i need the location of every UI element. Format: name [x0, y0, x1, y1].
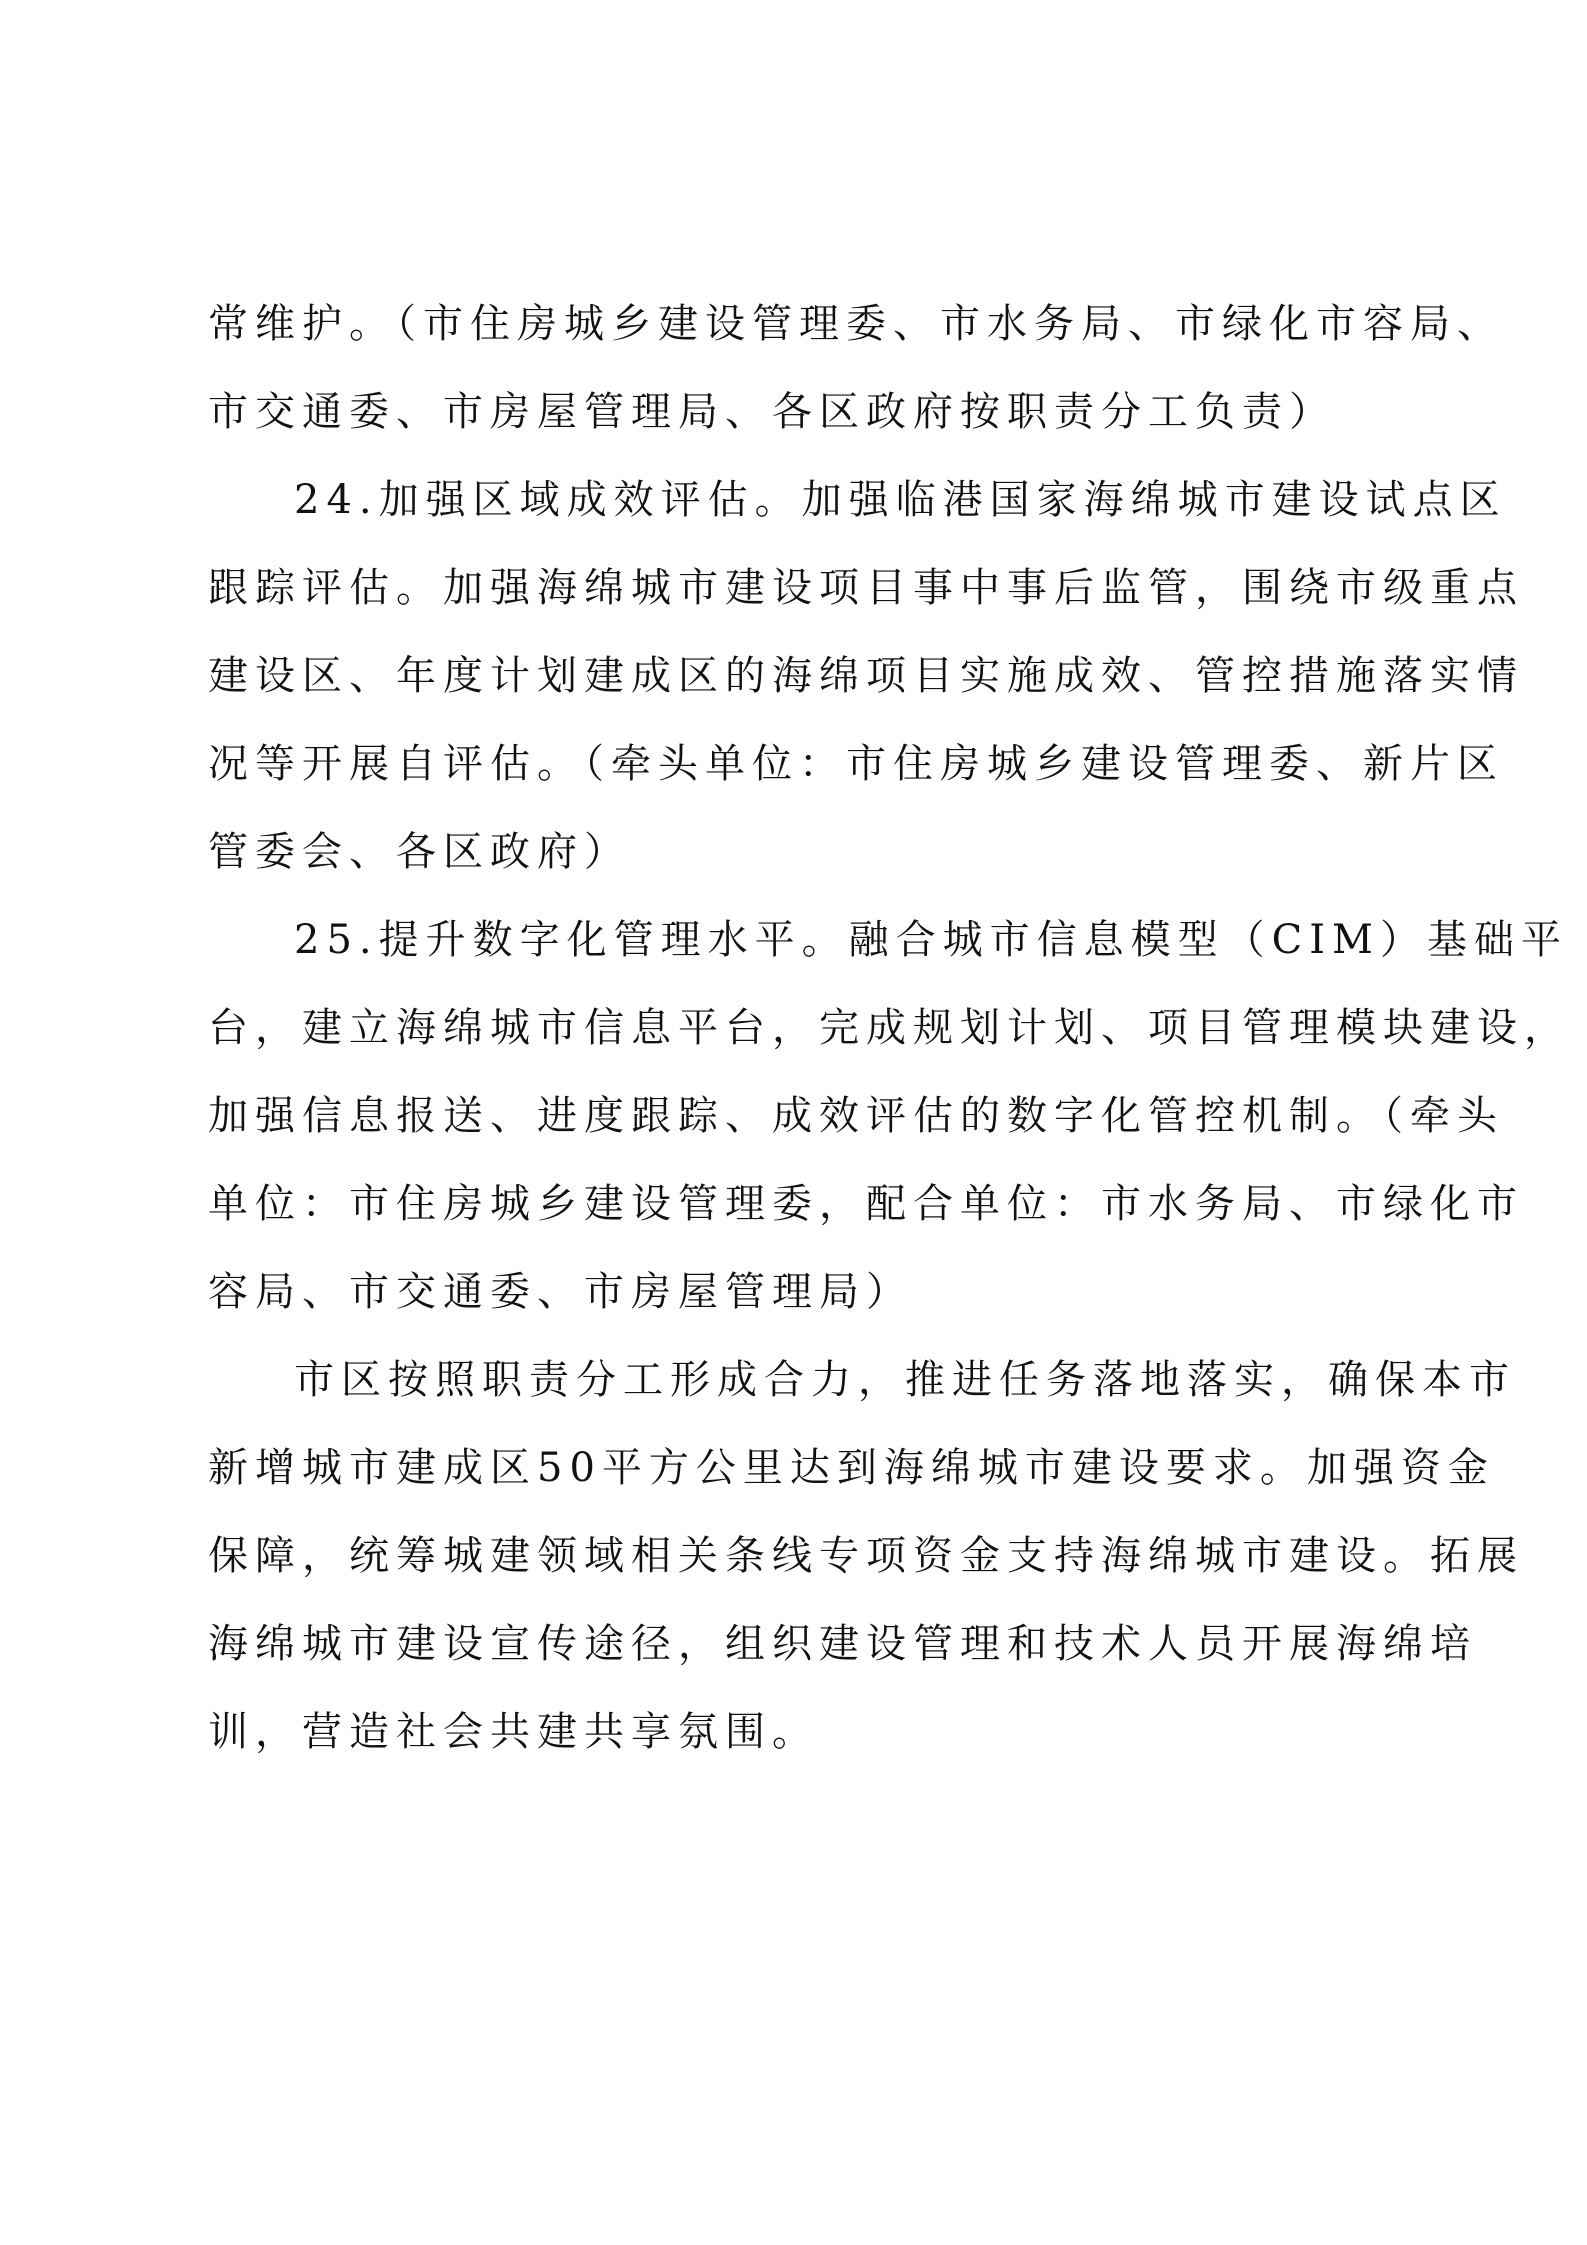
- text-line: 台，建立海绵城市信息平台，完成规划计划、项目管理模块建设，: [208, 1005, 1571, 1051]
- text-line: 容局、市交通委、市房屋管理局）: [208, 1269, 913, 1315]
- text-line: 训，营造社会共建共享氛围。: [208, 1709, 819, 1755]
- text-line: 新增城市建成区50平方公里达到海绵城市建设要求。加强资金: [208, 1445, 1495, 1491]
- text-line: 管委会、各区政府）: [208, 829, 631, 875]
- text-line: 海绵城市建设宣传途径，组织建设管理和技术人员开展海绵培: [208, 1621, 1477, 1667]
- text-line: 保障，统筹城建领域相关条线专项资金支持海绵城市建设。拓展: [208, 1533, 1524, 1579]
- text-line: 市交通委、市房屋管理局、各区政府按职责分工负责）: [208, 389, 1336, 435]
- text-line: 加强信息报送、进度跟踪、成效评估的数字化管控机制。（牵头: [208, 1093, 1504, 1139]
- item-24-heading-line: 24.加强区域成效评估。加强临港国家海绵城市建设试点区: [294, 477, 1507, 523]
- closing-paragraph-line: 市区按照职责分工形成合力，推进任务落地落实，确保本市: [294, 1357, 1516, 1403]
- document-body: [208, 300, 1571, 1796]
- text-line: 常维护。（市住房城乡建设管理委、市水务局、市绿化市容局、: [208, 301, 1504, 347]
- item-25-heading-line: 25.提升数字化管理水平。融合城市信息模型（CIM）基础平: [294, 917, 1568, 963]
- text-line: 建设区、年度计划建成区的海绵项目实施成效、管控措施落实情: [208, 653, 1524, 699]
- text-line: 跟踪评估。加强海绵城市建设项目事中事后监管，围绕市级重点: [208, 565, 1524, 611]
- text-line: 况等开展自评估。（牵头单位：市住房城乡建设管理委、新片区: [208, 741, 1504, 787]
- text-line: 单位：市住房城乡建设管理委，配合单位：市水务局、市绿化市: [208, 1181, 1524, 1227]
